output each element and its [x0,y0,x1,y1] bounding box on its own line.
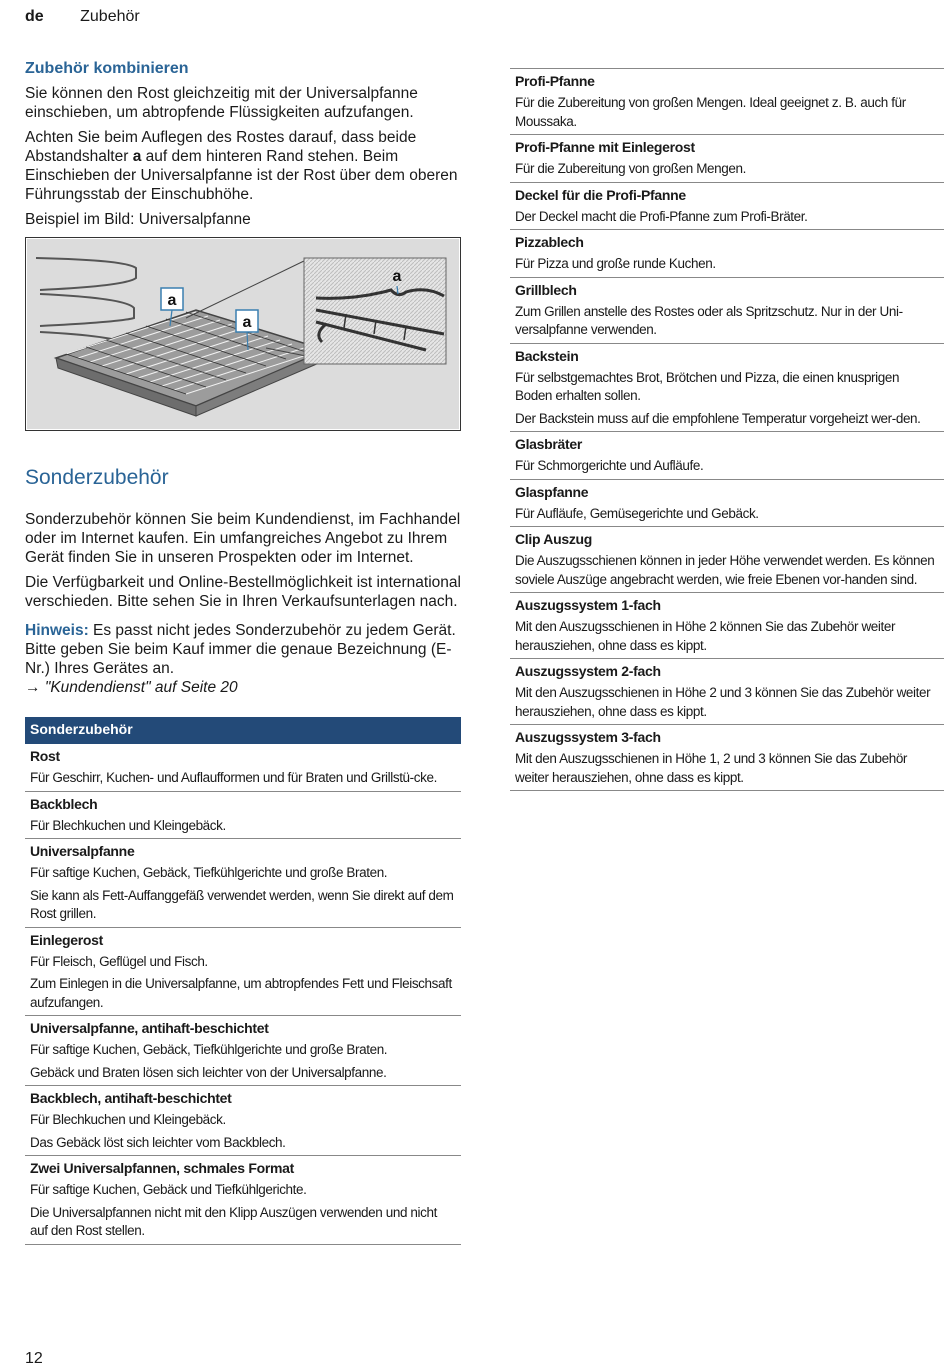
row-description: Für Blechkuchen und Kleingebäck. [30,817,226,833]
table-row [25,1156,461,1245]
row-description: Für selbstgemachtes Brot, Brötchen und Pizza, die einen knusprigen Boden erhalten sollen. [515,369,900,403]
row-title: Clip Auszug [515,531,593,547]
arrow-icon: → [25,679,41,696]
row-description: Zum Grillen anstelle des Rostes oder als Spritzschutz. Nur in der Uni-versalpfanne verwenden. [515,303,903,337]
row-title: Universalpfanne [30,843,135,859]
row-title: Zwei Universalpfannen, schmales Format [30,1160,295,1176]
row-description: Gebäck und Braten lösen sich leichter von der Universalpfanne. [30,1064,387,1080]
special-accessories-heading: Sonderzubehör [25,466,169,489]
row-description: Für die Zubereitung von großen Mengen. Ideal geeignet z. B. auch für Moussaka. [515,95,906,129]
table-header: Sonderzubehör [25,717,461,744]
table-row [510,183,944,231]
row-title: Deckel für die Profi-Pfanne [515,186,686,203]
accessories-table-left [25,717,461,1245]
hint-paragraph [25,621,461,697]
row-title: Universalpfanne, antihaft-beschichtet [30,1020,269,1036]
table-body-right [510,68,944,791]
combine-heading: Zubehör kombinieren [25,60,189,77]
oven-rack-illustration [25,237,461,431]
combine-p2-part2: auf dem hinteren Rand stehen. Beim Einschieben der Universalpfanne ist der Rost über dem oberen Führungsstab der Einschubhöhe. [25,148,458,203]
page-header [25,8,140,26]
row-title: Einlegerost [30,931,103,948]
combine-paragraph-2 [25,128,461,204]
row-title: Backblech [30,795,98,812]
row-title: Profi-Pfanne [515,73,595,89]
row-description: Für Aufläufe, Gemüsegerichte und Gebäck. [515,505,759,521]
table-row [510,480,944,528]
row-description: Mit den Auszugsschienen in Höhe 1, 2 und 3 können Sie das Zubehör weiter herausziehen, ohne dass es kippt. [515,751,908,785]
table-row [25,1086,461,1156]
row-title: Backblech, antihaft-beschichtet [30,1090,232,1106]
table-row [510,527,944,593]
row-title: Rost [30,748,60,764]
special-paragraph-1: Sonderzubehör können Sie beim Kundendienst, im Fachhandel oder im Internet kaufen. Ein umfangreiches Angebot zu Ihrem Gerät finden Sie in unseren Prospekten oder im Internet. [25,511,461,566]
row-description: Die Universalpfannen nicht mit den Klipp Auszügen verwenden und nicht auf den Rost stellen. [30,1204,437,1238]
language-code: de [25,8,44,25]
row-description: Für Geschirr, Kuchen- und Auflaufformen und für Braten und Grillstü-cke. [30,770,437,785]
row-title: Glasbräter [515,436,583,452]
hint-label: Hinweis: [25,622,89,639]
table-row [510,344,944,433]
row-title: Pizzablech [515,234,584,250]
figure-label-a-1: a [167,292,177,309]
table-row [510,68,944,135]
row-title: Grillblech [515,281,577,298]
spacer-marker: a [132,148,142,165]
row-description: Zum Einlegen in die Universalpfanne, um abtropfendes Fett und Fleischsaft aufzufangen. [30,976,452,1010]
table-row [25,744,461,792]
row-description: Für die Zubereitung von großen Mengen. [515,161,746,176]
table-body-left [25,744,461,1245]
figure-label-a-2: a [242,314,252,331]
row-description: Der Deckel macht die Profi-Pfanne zum Profi-Bräter. [515,208,808,224]
page-number: 12 [25,1350,43,1367]
left-column [25,60,461,1245]
table-row [25,839,461,928]
section-title: Zubehör [80,8,140,25]
row-description: Mit den Auszugsschienen in Höhe 2 und 3 können Sie das Zubehör weiter herausziehen, ohne dass es kippt. [515,685,931,719]
table-row [25,792,461,840]
table-row [510,593,944,659]
row-description: Für Fleisch, Geflügel und Fisch. [30,953,208,969]
row-title: Auszugssystem 2-fach [515,663,661,679]
row-description: Für saftige Kuchen, Gebäck, Tiefkühlgerichte und große Braten. [30,1042,388,1057]
row-description: Für Pizza und große runde Kuchen. [515,256,716,271]
table-row [510,230,944,278]
right-column [510,68,944,791]
row-title: Backstein [515,347,579,364]
row-description: Für saftige Kuchen, Gebäck, Tiefkühlgerichte und große Braten. [30,865,388,880]
table-row [510,135,944,183]
special-paragraph-2: Die Verfügbarkeit und Online-Bestellmöglichkeit ist international verschieden. Bitte sehen Sie in Ihren Verkaufsunterlagen nach. [25,574,461,610]
row-description: Der Backstein muss auf die empfohlene Temperatur vorgeheizt wer-den. [515,410,921,426]
row-description: Für Blechkuchen und Kleingebäck. [30,1112,226,1127]
row-title: Auszugssystem 1-fach [515,597,661,613]
combine-paragraph-1: Sie können den Rost gleichzeitig mit der Universalpfanne einschieben, um abtropfende Flüssigkeiten aufzufangen. [25,85,418,121]
row-description: Für Schmorgerichte und Aufläufe. [515,458,704,473]
row-description: Die Auszugsschienen können in jeder Höhe verwendet werden. Es können soviele Auszüge angebracht werden, wie freie Ebenen vor-handen sind. [515,553,935,587]
table-row [510,659,944,725]
figure-label-a-3: a [392,268,402,285]
table-row [25,928,461,1017]
table-row [510,278,944,344]
accessories-table-right [510,68,944,791]
customer-service-link[interactable]: "Kundendienst" auf Seite 20 [44,679,238,696]
row-description: Für saftige Kuchen, Gebäck und Tiefkühlgerichte. [30,1182,307,1197]
table-row [25,1016,461,1086]
row-title: Glaspfanne [515,483,589,500]
oven-rack-drawing [26,238,460,430]
combine-p2-part1: Achten Sie beim Auflegen des Rostes darauf, dass beide Abstandshalter [25,129,417,165]
row-title: Profi-Pfanne mit Einlegerost [515,139,695,155]
row-description: Sie kann als Fett-Auffanggefäß verwendet werden, wenn Sie direkt auf dem Rost grillen. [30,887,454,921]
row-title: Auszugssystem 3-fach [515,729,661,745]
combine-paragraph-3: Beispiel im Bild: Universalpfanne [25,211,251,228]
row-description: Mit den Auszugsschienen in Höhe 2 können Sie das Zubehör weiter herausziehen, ohne dass es kippt. [515,619,896,653]
hint-text: Es passt nicht jedes Sonderzubehör zu jedem Gerät. Bitte geben Sie beim Kauf immer die genaue Bezeichnung (E-Nr.) Ihres Gerätes an. [25,622,456,677]
table-row [510,725,944,791]
table-row [510,432,944,480]
row-description: Das Gebäck löst sich leichter vom Backblech. [30,1134,286,1150]
